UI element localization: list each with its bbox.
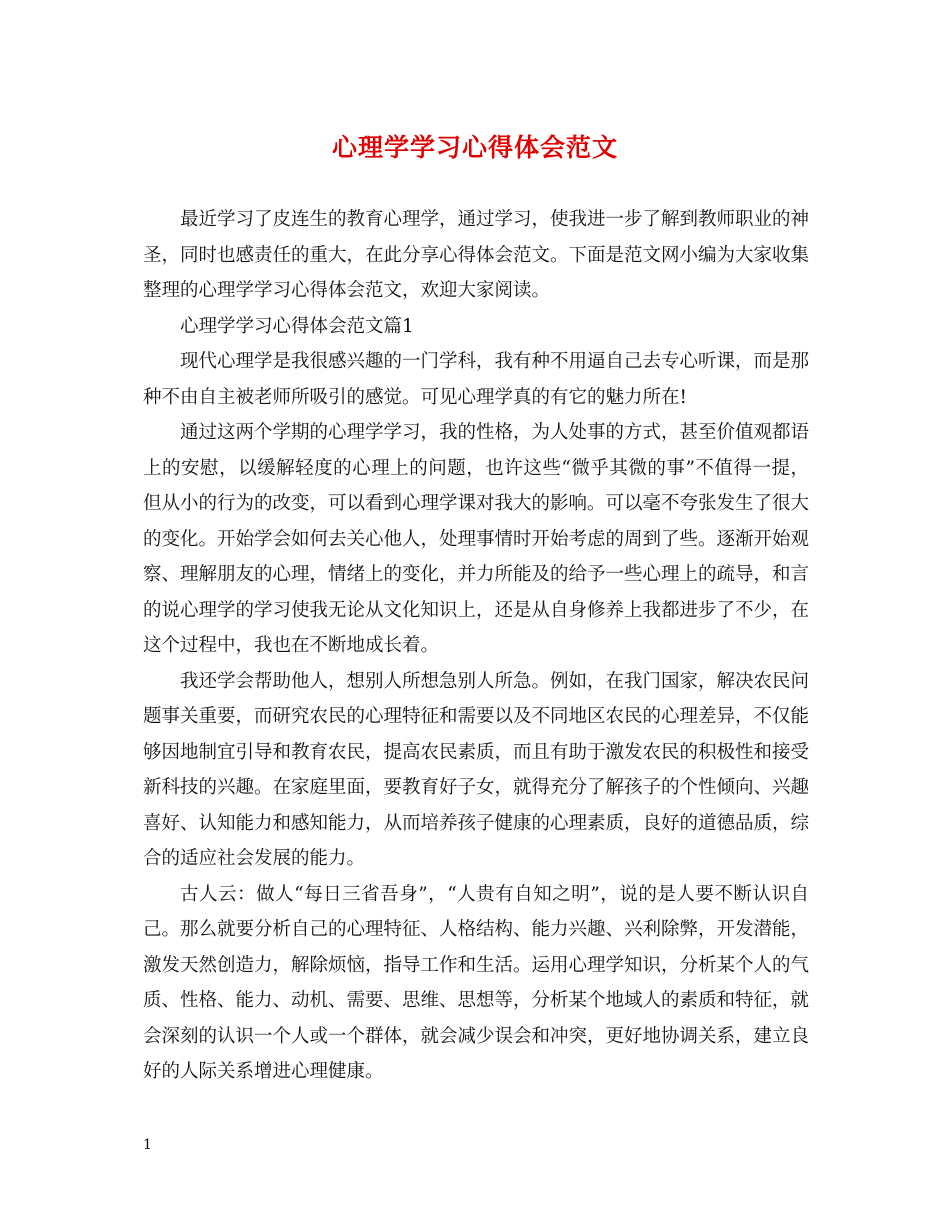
- paragraph: 现代心理学是我很感兴趣的一门学科，我有种不用逼自己去专心听课，而是那种不由自主被老师所吸引的感觉。可见心理学真的有它的魅力所在!: [143, 351, 810, 408]
- page-number: 1: [143, 1137, 152, 1153]
- document-body: [143, 202, 809, 1090]
- paragraph: 我还学会帮助他人，想别人所想急别人所急。例如，在我门国家，解决农民问题事关重要，而研究农民的心理特征和需要以及不同地区农民的心理差异，不仅能够因地制宜引导和教育农民，提高农民素质，而且有助于激发农民的积极性和接受新科技的兴趣。在家庭里面，要教育好子女，就得充分了解孩子的个性倾向、兴趣喜好、认知能力和感知能力，从而培养孩子健康的心理素质，良好的道德品质，综合的适应社会发展的能力。: [143, 670, 810, 869]
- document-title: 心理学学习心得体会范文: [331, 133, 618, 162]
- section-heading: 心理学学习心得体会范文篇1: [180, 315, 414, 337]
- paragraph: 通过这两个学期的心理学学习，我的性格，为人处事的方式，甚至价值观都语上的安慰，以缓解轻度的心理上的问题，也许这些“微乎其微的事”不值得一提，但从小的行为的改变，可以看到心理学课对我大的影响。可以毫不夸张发生了很大的变化。开始学会如何去关心他人，处理事情时开始考虑的周到了些。逐渐开始观察、理解朋友的心理，情绪上的变化，并力所能及的给予一些心理上的疏导，和言的说心理学的学习使我无论从文化知识上，还是从自身修养上我都进步了不少，在这个过程中，我也在不断地成长着。: [143, 422, 810, 656]
- paragraph: 古人云：做人“每日三省吾身”，“人贵有自知之明”，说的是人要不断认识自己。那么就要分析自己的心理特征、人格结构、能力兴趣、兴利除弊，开发潜能，激发天然创造力，解除烦恼，指导工作和生活。运用心理学知识，分析某个人的气质、性格、能力、动机、需要、思维、思想等，分析某个地域人的素质和特征，就会深刻的认识一个人或一个群体，就会减少误会和冲突，更好地协调关系，建立良好的人际关系增进心理健康。: [143, 883, 810, 1082]
- paragraph-intro: 最近学习了皮连生的教育心理学，通过学习，使我进一步了解到教师职业的神圣，同时也感责任的重大，在此分享心得体会范文。下面是范文网小编为大家收集整理的心理学学习心得体会范文，欢迎大家阅读。: [143, 209, 810, 301]
